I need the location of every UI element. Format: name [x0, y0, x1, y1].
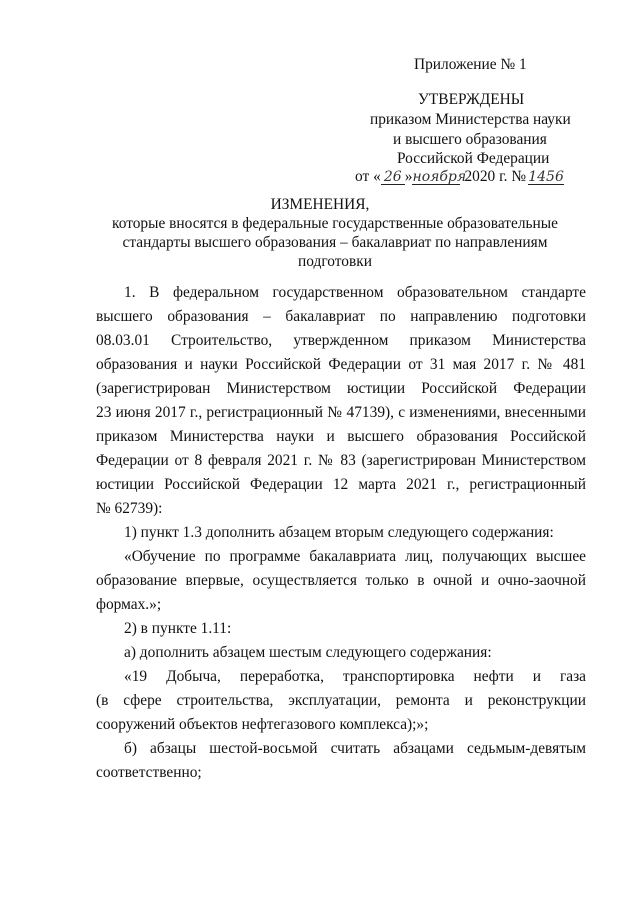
title-sub-1: которые вносятся в федеральные государственные образовательные [112, 215, 558, 232]
body-line: 08.03.01 Строительство, утвержденном приказом Министерства [96, 332, 586, 349]
date-year: 2020 г. № [464, 168, 527, 185]
body-line: (в сфере строительства, эксплуатации, ремонта и реконструкции [96, 692, 586, 709]
title-sub-3: подготовки [298, 253, 372, 270]
date-prefix: от « [355, 168, 381, 185]
body-line: 1. В федеральном государственном образовательном стандарте [124, 284, 586, 301]
document-title: ИЗМЕНЕНИЯ, [270, 196, 370, 213]
body-line: а) дополнить абзацем шестым следующего содержания: [124, 644, 492, 661]
body-line: сооружений объектов нефтегазового комплекса);»; [96, 716, 429, 733]
body-line: 2) в пункте 1.11: [124, 620, 232, 637]
body-line: юстиции Российской Федерации 12 марта 2021 г., регистрационный [96, 476, 586, 493]
body-line: «Обучение по программе бакалавриата лиц, получающих высшее [124, 548, 586, 565]
body-line: б) абзацы шестой-восьмой считать абзацами седьмым-девятым [124, 740, 586, 757]
appendix-label: Приложение № 1 [414, 56, 527, 73]
title-sub-2: стандарты высшего образования – бакалавриат по направлениям [122, 234, 548, 251]
body-line: № 62739): [96, 500, 163, 517]
body-line: высшего образования – бакалавриат по направлению подготовки [96, 308, 586, 325]
body-line: Федерации от 8 февраля 2021 г. № 83 (зарегистрирован Министерством [96, 452, 586, 469]
order-line-3: Российской Федерации [397, 150, 550, 167]
body-line: приказом Министерства науки и высшего образования Российской [96, 428, 586, 445]
date-mid: » [404, 168, 413, 185]
body-line: образование впервые, осуществляется только в очной и очно-заочной [96, 572, 586, 589]
date-number: 1456 [528, 169, 564, 185]
body-line: 23 июня 2017 г., регистрационный № 47139), с изменениями, внесенными [96, 404, 586, 421]
body-line: «19 Добыча, переработка, транспортировка нефти и газа [124, 668, 586, 685]
order-line-1: приказом Министерства науки [370, 111, 571, 128]
date-month: ноября [412, 169, 467, 185]
body-line: соответственно; [96, 764, 202, 781]
date-day: 26 [381, 170, 405, 185]
order-date [355, 168, 564, 186]
body-line: (зарегистрирован Министерством юстиции Российской Федерации [96, 380, 586, 397]
body-line: формах.»; [96, 596, 162, 613]
body-line: 1) пункт 1.3 дополнить абзацем вторым следующего содержания: [124, 524, 554, 541]
order-line-2: и высшего образования [393, 131, 547, 148]
body-line: образования и науки Российской Федерации от 31 мая 2017 г. № 481 [96, 356, 586, 373]
approved-label: УТВЕРЖДЕНЫ [418, 91, 525, 108]
